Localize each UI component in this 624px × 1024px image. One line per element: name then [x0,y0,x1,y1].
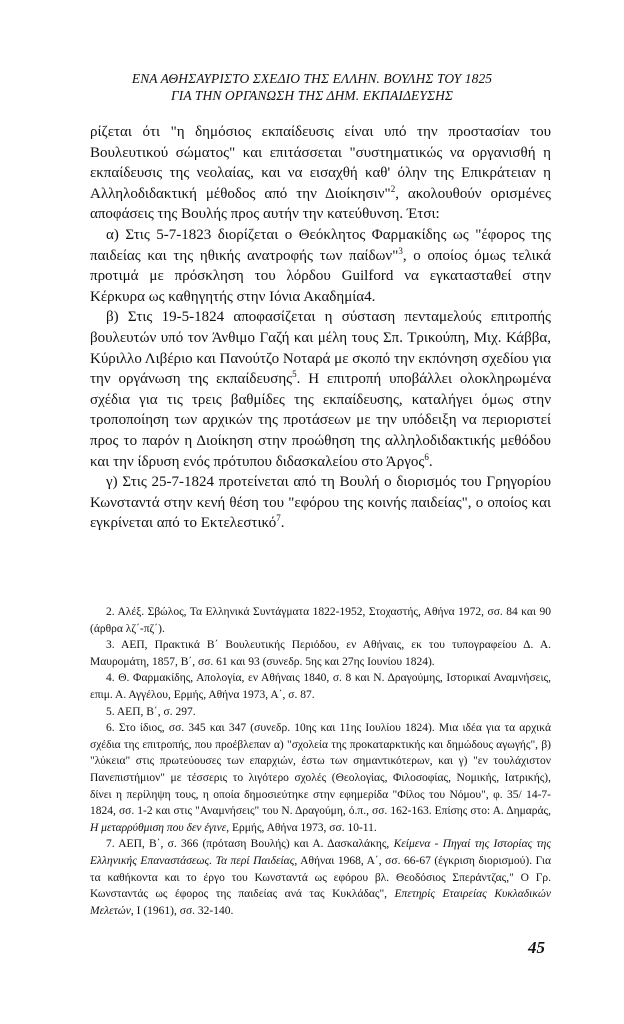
footnote-ref-2: 2 [390,183,396,194]
running-header-line-1: ΕΝΑ ΑΘΗΣΑΥΡΙΣΤΟ ΣΧΕΔΙΟ ΤΗΣ ΕΛΛΗΝ. ΒΟΥΛΗΣ ΤΟΥ 1825 [131,71,493,86]
footnote-6-text: 6. Στο ίδιος, σσ. 345 και 347 (συνεδρ. 10ης και 11ης Ιουλίου 1824). Μια ιδέα για τα αρχικά σχέδια της επιτροπής, που προέβλεπαν α) "σχολεία της προκαταρκτικής και δημώδους αγωγής", β) "λύκεια" στις πρωτεύουσες των επαρχιών, έστω των σημαντικότερων, και γ) "εν τουλάχιστον Πανεπιστήμιον" με τέσσερις το λιγότερο σχολές (Θεολογίας, Φιλοσοφίας, Νομικής, Ιατρικής), δίνει η περίληψη τους, η οποία δημοσιεύτηκε στην εφημερίδα "Φίλος του Νόμου", φ. 35/ 14-7-1824, σσ. 1-2 και στις "Αναμνήσεις" του Ν. Δραγούμη, ό.π., σσ. 162-163. Επίσης στο: Α. Δημαράς, [90,722,551,818]
paragraph-3-text-cont: . Η επιτροπή υποβάλλει ολοκληρωμένα σχέδια για τις τρεις βαθμίδες της εκπαίδευσης, καταλήγει όμως στην τροποποίηση των αρχικών της προτάσεων με την υπόδειξη να περιοριστεί προς το παρόν η Διοίκηση στην προώθηση της αλληλοδιδακτικής μεθόδου και την ίδρυση ενός πρότυπου διδασκαλείου στο Άργος [90,371,552,470]
footnote-6-end: , Ερμής, Αθήνα 1973, σσ. 10-11. [226,821,377,834]
footnote-7-title-2: Επετηρίς Εταιρείας Κυκλαδικών Μελετών [90,888,551,917]
footnote-7-text-cont: , Αθήναι 1968, Α΄, σσ. 66-67 (έγκριση διορισμού). Για τα καθήκοντα και το έργο του Κωνσταντά ως εφόρου βλ. Θεοδόσιος Σπεράντζας," Ο Γρ. Κωνσταντάς ως έφορος της παιδείας ανά τας Κυκλάδας", [90,854,551,901]
footnote-5: 5. ΑΕΠ, Β΄, σ. 297. [106,705,196,718]
paragraph-4-text-end: . [280,515,285,532]
paragraph-3-text: β) Στις 19-5-1824 αποφασίζεται η σύσταση πενταμελούς επιτροπής βουλευτών υπό τον Άνθιμο Γαζή και μέλη τους Σπ. Τρικούπη, Μιχ. Κάββα, Κύριλλο Λιβέριο και Πανούτζο Νοταρά με σκοπό την εκπόνηση σχεδίου για την οργάνωση της εκπαίδευσης [90,309,551,388]
paragraph-4 [90,472,551,534]
footnote-6-title: Η μεταρρύθμιση που δεν έγινε [90,821,227,834]
footnote-2: 2. Αλέξ. Σβώλος, Τα Ελληνικά Συντάγματα 1822-1952, Στοχαστής, Αθήνα 1972, σσ. 84 και 90 (άρθρα λζ΄-πζ΄). [90,606,551,635]
footnote-ref-6: 6 [424,451,429,462]
footnote-4: 4. Θ. Φαρμακίδης, Απολογία, εν Αθήναις 1840, σ. 8 και Ν. Δραγούμης, Ιστορικαί Αναμνήσεις, επιμ. Α. Αγγέλου, Ερμής, Αθήνα 1973, Α΄, σ. 87. [90,672,551,701]
paragraph-4-text: γ) Στις 25-7-1824 προτείνεται από τη Βουλή ο διορισμός του Γρηγορίου Κωνσταντά στην κενή θέση του "εφόρου της κοινής παιδείας", ο οποίος και εγκρίνεται από το Εκτελεστικό [90,474,551,532]
paragraph-2-text: α) Στις 5-7-1823 διορίζεται ο Θεόκλητος Φαρμακίδης ως "έφορος της παιδείας και της ηθικής ανατροφής των παίδων" [90,226,551,264]
paragraph-1 [90,122,551,225]
footnote-7-title-1: Κείμενα - Πηγαί της Ιστορίας της Ελληνικής Επαναστάσεως. Τα περί Παιδείας [90,838,552,867]
footnote-7-end: , Ι (1961), σσ. 32-140. [130,904,234,917]
footnotes [90,604,551,919]
paragraph-1-text-cont: , ακολουθούν ορισμένες αποφάσεις της Βουλής προς αυτήν την κατεύθυνση. Έτσι: [90,185,551,223]
paragraph-3 [90,307,551,472]
running-header-line-2: ΓΙΑ ΤΗΝ ΟΡΓΑΝΩΣΗ ΤΗΣ ΔΗΜ. ΕΚΠΑΙΔΕΥΣΗΣ [170,88,454,103]
paragraph-2-text-cont: , ο οποίος όμως τελικά προτιμά με πρόσκληση του λόρδου Guilford να εγκατασταθεί στην Κέρκυρα ως καθηγητής στην Ιόνια Ακαδημία4. [90,247,551,305]
footnote-6 [90,720,551,836]
paragraph-3-text-end: . [428,453,433,470]
footnote-7-text: 7. ΑΕΠ, Β΄, σ. 366 (πρόταση Βουλής) και Α. Δασκαλάκης, [106,838,394,851]
footnote-3: 3. ΑΕΠ, Πρακτικά Β΄ Βουλευτικής Περιόδου, εν Αθήναις, εκ του τυπογραφείου Δ. Α. Μαυρομάτη, 1857, Β΄, σσ. 61 και 93 (συνεδρ. 5ης και 27ης Ιουνίου 1824). [90,639,551,668]
footnote-ref-3: 3 [398,245,403,256]
main-text [90,122,551,534]
footnote-7 [90,836,551,919]
page-number: 45 [528,938,545,957]
footnote-ref-5: 5 [292,369,297,380]
paragraph-2 [90,225,551,307]
footnote-ref-7: 7 [276,513,281,524]
running-header [60,70,564,104]
paragraph-1-text: ρίζεται ότι "η δημόσιος εκπαίδευσις είναι υπό την προστασίαν του Βουλευτικού σώματος" και επιτάσσεται "συστηματικώς να οργανισθή η εκπαίδευσις της νεολαίας, και να εισαχθή καθ' όλην της Επικράτειαν η Αλληλοδιδακτική μέθοδος από την Διοίκησιν" [90,124,551,202]
